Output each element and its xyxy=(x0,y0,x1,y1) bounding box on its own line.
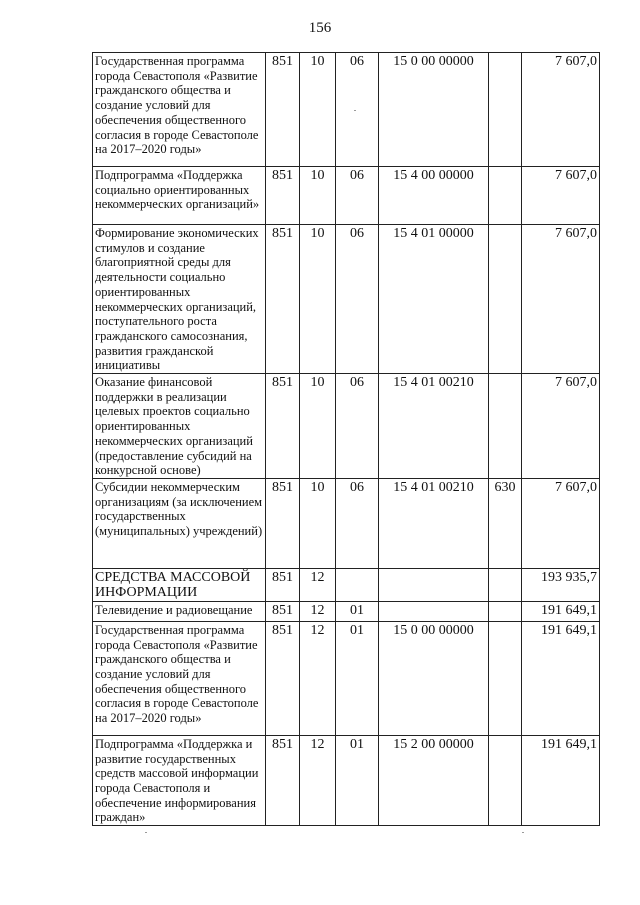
target-article-cell: 15 4 01 00210 xyxy=(379,374,489,479)
subsection-code-cell: 06 xyxy=(336,374,379,479)
section-code-cell: 10 xyxy=(300,374,336,479)
target-article-cell: 15 4 00 00000 xyxy=(379,167,489,225)
expense-type-cell xyxy=(489,621,522,735)
section-code-cell: 10 xyxy=(300,53,336,167)
subsection-code-cell: 01 xyxy=(336,601,379,621)
table-row xyxy=(93,601,600,621)
table-row xyxy=(93,568,600,601)
row-name-cell: Формирование экономических стимулов и создание благоприятной среды для деятельности социально ориентированных некоммерческих организаций, поступательного роста гражданского самосознания, развития гражданской инициативы xyxy=(93,225,266,374)
row-name-cell: Субсидии некоммерческим организациям (за исключением государственных (муниципальных) учреждений) xyxy=(93,478,266,568)
row-name-cell: Оказание финансовой поддержки в реализации целевых проектов социально ориентированных некоммерческих организаций (предоставление субсидий на конкурсной основе) xyxy=(93,374,266,479)
ministry-code-cell: 851 xyxy=(266,478,300,568)
budget-table xyxy=(92,52,600,826)
row-name-cell: Подпрограмма «Поддержка и развитие государственных средств массовой информации города Севастополя и обеспечение информирования граждан» xyxy=(93,735,266,825)
section-code-cell: 10 xyxy=(300,225,336,374)
scan-artifact xyxy=(522,832,524,833)
section-code-cell: 10 xyxy=(300,478,336,568)
amount-cell: 191 649,1 xyxy=(522,621,600,735)
amount-cell: 7 607,0 xyxy=(522,225,600,374)
table-row xyxy=(93,53,600,167)
target-article-cell: 15 4 01 00000 xyxy=(379,225,489,374)
expense-type-cell xyxy=(489,225,522,374)
section-code-cell: 12 xyxy=(300,601,336,621)
row-name-cell: Государственная программа города Севастополя «Развитие гражданского общества и создание условий для обеспечения общественного согласия в городе Севастополе на 2017–2020 годы» xyxy=(93,53,266,167)
target-article-cell: 15 2 00 00000 xyxy=(379,735,489,825)
expense-type-cell xyxy=(489,568,522,601)
table-row xyxy=(93,374,600,479)
ministry-code-cell: 851 xyxy=(266,621,300,735)
subsection-code-cell xyxy=(336,568,379,601)
subsection-code-cell: 01 xyxy=(336,735,379,825)
target-article-cell: 15 0 00 00000 xyxy=(379,621,489,735)
amount-cell: 7 607,0 xyxy=(522,374,600,479)
amount-cell: 191 649,1 xyxy=(522,735,600,825)
row-name-cell: Телевидение и радиовещание xyxy=(93,601,266,621)
section-code-cell: 12 xyxy=(300,735,336,825)
ministry-code-cell: 851 xyxy=(266,601,300,621)
subsection-code-cell: 01 xyxy=(336,621,379,735)
row-name-cell: Подпрограмма «Поддержка социально ориентированных некоммерческих организаций» xyxy=(93,167,266,225)
expense-type-cell xyxy=(489,601,522,621)
table-row xyxy=(93,478,600,568)
ministry-code-cell: 851 xyxy=(266,53,300,167)
table-row xyxy=(93,167,600,225)
page-number: 156 xyxy=(308,20,332,36)
expense-type-cell: 630 xyxy=(489,478,522,568)
table-row xyxy=(93,735,600,825)
subsection-code-cell: 06 xyxy=(336,53,379,167)
table-row xyxy=(93,225,600,374)
amount-cell: 191 649,1 xyxy=(522,601,600,621)
ministry-code-cell: 851 xyxy=(266,225,300,374)
ministry-code-cell: 851 xyxy=(266,167,300,225)
section-code-cell: 12 xyxy=(300,621,336,735)
amount-cell: 7 607,0 xyxy=(522,167,600,225)
ministry-code-cell: 851 xyxy=(266,374,300,479)
expense-type-cell xyxy=(489,53,522,167)
ministry-code-cell: 851 xyxy=(266,568,300,601)
table-row xyxy=(93,621,600,735)
expense-type-cell xyxy=(489,167,522,225)
section-code-cell: 12 xyxy=(300,568,336,601)
subsection-code-cell: 06 xyxy=(336,167,379,225)
amount-cell: 7 607,0 xyxy=(522,53,600,167)
expense-type-cell xyxy=(489,374,522,479)
amount-cell: 7 607,0 xyxy=(522,478,600,568)
row-name-cell: СРЕДСТВА МАССОВОЙ ИНФОРМАЦИИ xyxy=(93,568,266,601)
scan-artifact xyxy=(354,110,356,111)
target-article-cell xyxy=(379,568,489,601)
target-article-cell: 15 0 00 00000 xyxy=(379,53,489,167)
expense-type-cell xyxy=(489,735,522,825)
ministry-code-cell: 851 xyxy=(266,735,300,825)
amount-cell: 193 935,7 xyxy=(522,568,600,601)
target-article-cell xyxy=(379,601,489,621)
subsection-code-cell: 06 xyxy=(336,225,379,374)
scan-artifact xyxy=(145,832,147,833)
section-code-cell: 10 xyxy=(300,167,336,225)
row-name-cell: Государственная программа города Севастополя «Развитие гражданского общества и создание условий для обеспечения общественного согласия в городе Севастополе на 2017–2020 годы» xyxy=(93,621,266,735)
subsection-code-cell: 06 xyxy=(336,478,379,568)
target-article-cell: 15 4 01 00210 xyxy=(379,478,489,568)
